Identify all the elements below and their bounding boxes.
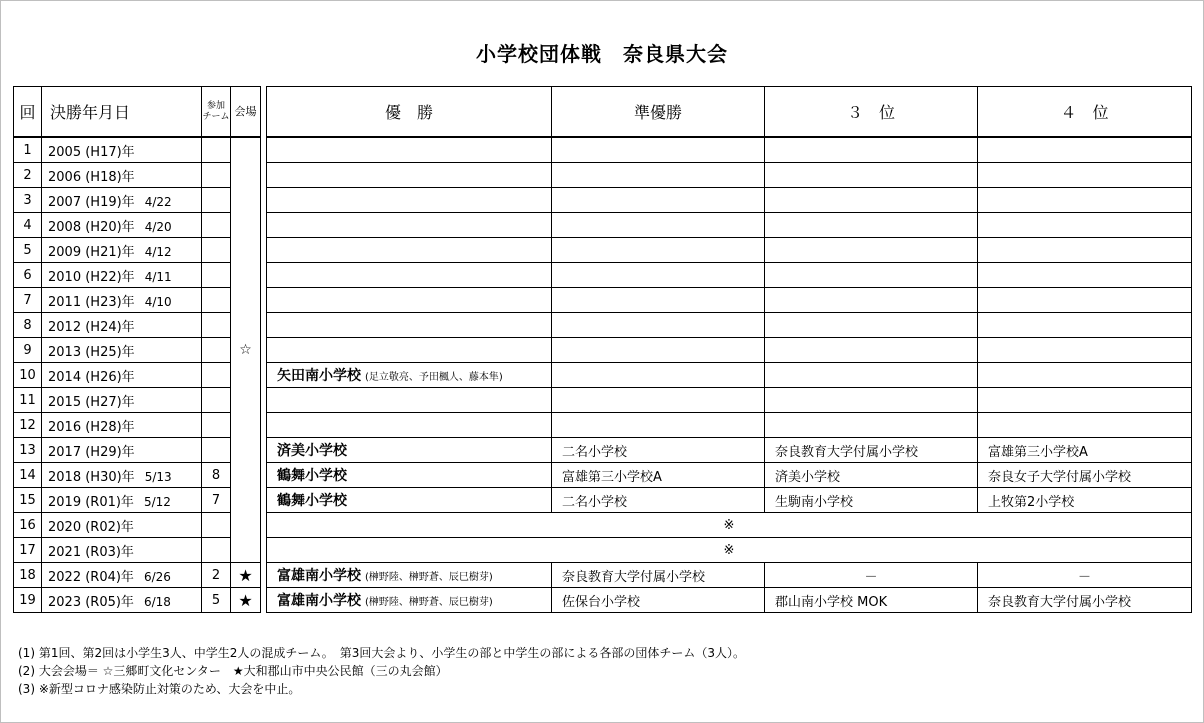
year-text: 2013 (H25)年 — [48, 344, 135, 360]
teams-cell — [202, 213, 231, 238]
winner-cell — [267, 137, 552, 163]
round-cell: 2 — [14, 163, 42, 188]
teams-cell — [202, 238, 231, 263]
third-cell — [765, 413, 978, 438]
year-text: 2012 (H24)年 — [48, 319, 135, 335]
round-cell: 18 — [14, 563, 42, 588]
table-row — [14, 588, 261, 613]
note-3: (3) ※新型コロナ感染防止対策のため、大会を中止。 — [18, 682, 301, 696]
year-text: 2015 (H27)年 — [48, 394, 135, 410]
teams-cell — [202, 513, 231, 538]
date-cell — [42, 313, 202, 338]
month-day-text: 4/22 — [144, 194, 172, 209]
date-cell — [42, 163, 202, 188]
round-cell: 11 — [14, 388, 42, 413]
date-cell — [42, 388, 202, 413]
third-cell — [765, 188, 978, 213]
round-cell: 15 — [14, 488, 42, 513]
year-text: 2019 (R01)年 — [48, 494, 134, 510]
round-cell: 6 — [14, 263, 42, 288]
winner-name: 富雄南小学校 — [277, 593, 361, 609]
header-date: 決勝年月日 — [42, 87, 202, 138]
round-cell: 14 — [14, 463, 42, 488]
round-cell: 10 — [14, 363, 42, 388]
table-row — [14, 388, 261, 413]
winner-members: (榊野陸、榊野蒼、辰巳樹芽) — [365, 597, 493, 608]
year-text: 2007 (H19)年 — [48, 194, 135, 210]
fourth-cell: 奈良教育大学付属小学校 — [978, 588, 1192, 613]
second-cell: 奈良教育大学付属小学校 — [552, 563, 765, 588]
third-cell — [765, 238, 978, 263]
third-cell — [765, 338, 978, 363]
second-cell — [552, 363, 765, 388]
year-text: 2010 (H22)年 — [48, 269, 135, 285]
table-row — [267, 363, 1192, 388]
year-text: 2006 (H18)年 — [48, 169, 135, 185]
date-cell — [42, 438, 202, 463]
header-teams: 参加 チーム — [202, 87, 231, 138]
fourth-cell: 上牧第2小学校 — [978, 488, 1192, 513]
year-text: 2005 (H17)年 — [48, 144, 135, 160]
round-cell: 5 — [14, 238, 42, 263]
table-row — [267, 313, 1192, 338]
winner-cell — [267, 388, 552, 413]
second-cell — [552, 213, 765, 238]
teams-cell — [202, 137, 231, 163]
second-cell — [552, 313, 765, 338]
table-row — [267, 513, 1192, 538]
third-cell: 済美小学校 — [765, 463, 978, 488]
date-cell — [42, 363, 202, 388]
second-cell — [552, 288, 765, 313]
fourth-cell — [978, 213, 1192, 238]
third-cell — [765, 313, 978, 338]
venue-cell: ★ — [231, 563, 261, 588]
header-venue: 会場 — [231, 87, 261, 138]
date-cell — [42, 463, 202, 488]
winner-cell — [267, 563, 552, 588]
date-cell — [42, 488, 202, 513]
header-fourth: ４ 位 — [978, 87, 1192, 138]
second-cell — [552, 388, 765, 413]
header-first: 優 勝 — [267, 87, 552, 138]
second-cell: 佐保台小学校 — [552, 588, 765, 613]
second-cell: 二名小学校 — [552, 438, 765, 463]
winner-cell — [267, 163, 552, 188]
teams-cell — [202, 188, 231, 213]
table-row — [14, 163, 261, 188]
fourth-cell — [978, 238, 1192, 263]
month-day-text: 6/18 — [143, 594, 171, 609]
table-row — [14, 188, 261, 213]
round-cell: 17 — [14, 538, 42, 563]
winner-name: 富雄南小学校 — [277, 568, 361, 584]
teams-cell — [202, 538, 231, 563]
second-cell — [552, 188, 765, 213]
second-cell — [552, 238, 765, 263]
third-cell — [765, 288, 978, 313]
third-cell: － — [765, 563, 978, 588]
second-cell — [552, 413, 765, 438]
month-day-text: 4/12 — [144, 244, 172, 259]
teams-cell — [202, 438, 231, 463]
teams-cell: 8 — [202, 463, 231, 488]
round-cell: 7 — [14, 288, 42, 313]
results-table — [266, 86, 1192, 613]
second-cell — [552, 137, 765, 163]
table-row — [14, 313, 261, 338]
year-text: 2022 (R04)年 — [48, 569, 134, 585]
fourth-cell — [978, 263, 1192, 288]
winner-cell — [267, 488, 552, 513]
table-row — [14, 563, 261, 588]
year-text: 2014 (H26)年 — [48, 369, 135, 385]
table-row — [14, 413, 261, 438]
winner-members: (榊野陸、榊野蒼、辰巳樹芽) — [365, 572, 493, 583]
month-day-text: 4/11 — [144, 269, 172, 284]
date-cell — [42, 213, 202, 238]
winner-name: 鶴舞小学校 — [277, 493, 347, 509]
table-row — [14, 263, 261, 288]
round-cell: 16 — [14, 513, 42, 538]
table-row — [14, 238, 261, 263]
winner-cell — [267, 263, 552, 288]
teams-cell: 7 — [202, 488, 231, 513]
table-row — [267, 213, 1192, 238]
teams-cell — [202, 263, 231, 288]
second-cell — [552, 338, 765, 363]
table-row — [267, 388, 1192, 413]
fourth-cell — [978, 313, 1192, 338]
fourth-cell: － — [978, 563, 1192, 588]
winner-name: 矢田南小学校 — [277, 368, 361, 384]
winner-cell — [267, 338, 552, 363]
date-cell — [42, 588, 202, 613]
third-cell: 郡山南小学校 MOK — [765, 588, 978, 613]
winner-cell — [267, 288, 552, 313]
second-cell — [552, 263, 765, 288]
table-row — [267, 137, 1192, 163]
third-cell: 奈良教育大学付属小学校 — [765, 438, 978, 463]
table-row — [267, 288, 1192, 313]
third-cell — [765, 137, 978, 163]
year-text: 2009 (H21)年 — [48, 244, 135, 260]
winner-cell — [267, 313, 552, 338]
table-row — [267, 413, 1192, 438]
teams-cell — [202, 163, 231, 188]
date-cell — [42, 238, 202, 263]
date-cell — [42, 188, 202, 213]
winner-cell — [267, 463, 552, 488]
teams-cell — [202, 388, 231, 413]
table-row — [14, 538, 261, 563]
fourth-cell: 奈良女子大学付属小学校 — [978, 463, 1192, 488]
round-cell: 4 — [14, 213, 42, 238]
date-cell — [42, 137, 202, 163]
winner-cell — [267, 188, 552, 213]
table-row — [267, 563, 1192, 588]
table-row — [14, 438, 261, 463]
table-row — [267, 588, 1192, 613]
date-cell — [42, 563, 202, 588]
third-cell — [765, 388, 978, 413]
date-cell — [42, 513, 202, 538]
second-cell: 二名小学校 — [552, 488, 765, 513]
table-row — [14, 363, 261, 388]
third-cell: 生駒南小学校 — [765, 488, 978, 513]
table-row — [267, 488, 1192, 513]
date-cell — [42, 413, 202, 438]
month-day-text: 4/20 — [144, 219, 172, 234]
month-day-text: 4/10 — [144, 294, 172, 309]
teams-cell — [202, 338, 231, 363]
month-day-text: 6/26 — [143, 569, 171, 584]
teams-cell — [202, 413, 231, 438]
winner-cell — [267, 413, 552, 438]
table-row — [267, 463, 1192, 488]
round-cell: 3 — [14, 188, 42, 213]
page-title: 小学校団体戦 奈良県大会 — [476, 42, 728, 66]
left-header-row — [14, 87, 261, 138]
round-cell: 8 — [14, 313, 42, 338]
year-text: 2016 (H28)年 — [48, 419, 135, 435]
teams-cell: 2 — [202, 563, 231, 588]
month-day-text: 5/13 — [144, 469, 172, 484]
fourth-cell — [978, 137, 1192, 163]
round-cell: 13 — [14, 438, 42, 463]
winner-cell — [267, 213, 552, 238]
second-cell: 富雄第三小学校A — [552, 463, 765, 488]
winner-name: 済美小学校 — [277, 443, 347, 459]
winner-name: 鶴舞小学校 — [277, 468, 347, 484]
fourth-cell — [978, 413, 1192, 438]
third-cell — [765, 213, 978, 238]
teams-cell — [202, 363, 231, 388]
winner-cell — [267, 588, 552, 613]
year-text: 2017 (H29)年 — [48, 444, 135, 460]
third-cell — [765, 163, 978, 188]
fourth-cell: 富雄第三小学校A — [978, 438, 1192, 463]
left-table — [13, 86, 261, 613]
table-row — [267, 238, 1192, 263]
table-row — [267, 538, 1192, 563]
table-row — [267, 338, 1192, 363]
table-row — [14, 288, 261, 313]
fourth-cell — [978, 388, 1192, 413]
winner-cell — [267, 363, 552, 388]
table-row — [267, 263, 1192, 288]
table-row — [267, 438, 1192, 463]
table-row — [267, 163, 1192, 188]
third-cell — [765, 263, 978, 288]
third-cell — [765, 363, 978, 388]
header-round: 回 — [14, 87, 42, 138]
fourth-cell — [978, 288, 1192, 313]
fourth-cell — [978, 363, 1192, 388]
note-1: (1) 第1回、第2回は小学生3人、中学生2人の混成チーム。 第3回大会より、小学生の部と中学生の部による各部の団体チーム（3人）。 — [18, 646, 745, 660]
round-cell: 1 — [14, 137, 42, 163]
table-row — [14, 213, 261, 238]
table-row — [14, 137, 261, 163]
winner-members: (足立敬亮、予田楓人、藤本隼) — [365, 372, 503, 383]
teams-cell: 5 — [202, 588, 231, 613]
second-cell — [552, 163, 765, 188]
header-third: ３ 位 — [765, 87, 978, 138]
date-cell — [42, 263, 202, 288]
date-cell — [42, 538, 202, 563]
table-row — [14, 338, 261, 363]
note-2: (2) 大会会場＝ ☆三郷町文化センター ★大和郡山市中央公民館（三の丸会館） — [18, 664, 448, 678]
year-text: 2020 (R02)年 — [48, 519, 134, 535]
fourth-cell — [978, 188, 1192, 213]
table-row — [267, 188, 1192, 213]
year-text: 2021 (R03)年 — [48, 544, 134, 560]
fourth-cell — [978, 163, 1192, 188]
teams-cell — [202, 313, 231, 338]
teams-cell — [202, 288, 231, 313]
year-text: 2023 (R05)年 — [48, 594, 134, 610]
table-row — [14, 463, 261, 488]
round-cell: 19 — [14, 588, 42, 613]
year-text: 2008 (H20)年 — [48, 219, 135, 235]
notes — [18, 644, 745, 698]
venue-cell: ★ — [231, 588, 261, 613]
date-cell — [42, 288, 202, 313]
fourth-cell — [978, 338, 1192, 363]
table-row — [14, 513, 261, 538]
round-cell: 9 — [14, 338, 42, 363]
winner-cell — [267, 438, 552, 463]
year-text: 2011 (H23)年 — [48, 294, 135, 310]
winner-cell — [267, 238, 552, 263]
table-row — [14, 488, 261, 513]
date-cell — [42, 338, 202, 363]
venue-merged-cell: ☆ — [231, 137, 261, 563]
month-day-text: 5/12 — [143, 494, 171, 509]
header-second: 準優勝 — [552, 87, 765, 138]
results-header-row — [267, 87, 1192, 138]
cancelled-cell: ※ — [267, 513, 1192, 538]
year-text: 2018 (H30)年 — [48, 469, 135, 485]
round-cell: 12 — [14, 413, 42, 438]
cancelled-cell: ※ — [267, 538, 1192, 563]
